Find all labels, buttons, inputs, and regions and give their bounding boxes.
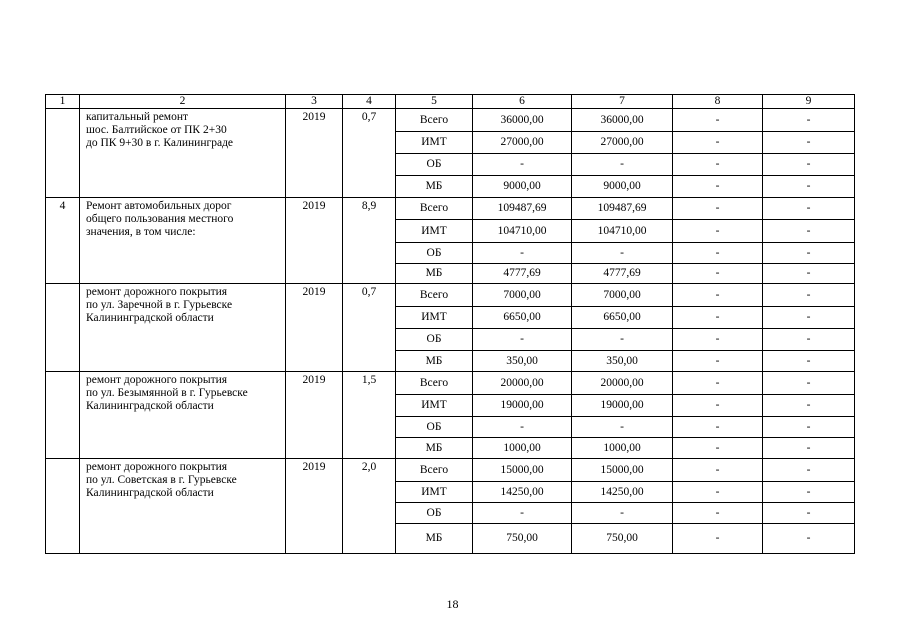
amount-col9: - [763,284,855,307]
item-name [80,284,286,372]
amount-col6: 750,00 [473,524,572,554]
amount-col9: - [763,198,855,220]
item-length: 0,7 [343,284,396,372]
item-number [46,284,80,372]
amount-col9: - [763,329,855,351]
amount-col7: 27000,00 [572,132,673,154]
amount-col9: - [763,220,855,243]
amount-col6: 350,00 [473,351,572,372]
amount-col8: - [673,243,763,264]
amount-col6: 15000,00 [473,459,572,482]
amount-col9: - [763,482,855,503]
funding-source: ИМТ [396,307,473,329]
amount-col8: - [673,284,763,307]
amount-col8: - [673,329,763,351]
amount-col8: - [673,176,763,198]
item-name-line: по ул. Заречной в г. Гурьевске [86,299,233,311]
funding-source: ИМТ [396,132,473,154]
item-name-line: ремонт дорожного покрытия [86,374,228,386]
funding-source: Всего [396,198,473,220]
amount-col7: 19000,00 [572,395,673,417]
item-name-line: Калининградской области [86,400,214,412]
amount-col6: 7000,00 [473,284,572,307]
amount-col6: 104710,00 [473,220,572,243]
amount-col7: 15000,00 [572,459,673,482]
amount-col8: - [673,132,763,154]
amount-col6: - [473,154,572,176]
page-number: 18 [446,597,459,611]
amount-col7: 7000,00 [572,284,673,307]
amount-col9: - [763,372,855,395]
item-name-line: капитальный ремонт [86,111,189,123]
amount-col8: - [673,459,763,482]
item-name-line: по ул. Безымянной в г. Гурьевске [86,387,248,399]
column-number-8: 8 [673,95,763,109]
table-row [46,372,855,395]
item-name-line: Ремонт автомобильных дорог [86,200,232,212]
amount-col8: - [673,438,763,459]
item-name-line: до ПК 9+30 в г. Калининграде [86,137,234,149]
amount-col9: - [763,417,855,438]
amount-col7: 36000,00 [572,109,673,132]
item-year: 2019 [286,109,343,198]
item-name-line: шос. Балтийское от ПК 2+30 [86,124,227,136]
item-name-line: Калининградской области [86,312,214,324]
amount-col8: - [673,503,763,524]
amount-col8: - [673,264,763,284]
item-length: 0,7 [343,109,396,198]
item-name [80,109,286,198]
table-body [46,95,855,554]
amount-col7: 350,00 [572,351,673,372]
funding-source: Всего [396,109,473,132]
amount-col9: - [763,243,855,264]
amount-col6: 27000,00 [473,132,572,154]
column-number-4: 4 [343,95,396,109]
item-name [80,372,286,459]
table-row [46,284,855,307]
amount-col9: - [763,503,855,524]
amount-col6: 9000,00 [473,176,572,198]
amount-col7: - [572,503,673,524]
funding-source: Всего [396,372,473,395]
item-number [46,459,80,554]
funding-source: ОБ [396,417,473,438]
funding-source: МБ [396,351,473,372]
funding-source: ОБ [396,154,473,176]
funding-source: ОБ [396,243,473,264]
amount-col6: - [473,503,572,524]
item-number [46,109,80,198]
amount-col6: 109487,69 [473,198,572,220]
amount-col9: - [763,109,855,132]
amount-col9: - [763,438,855,459]
amount-col6: 20000,00 [473,372,572,395]
item-name-line: ремонт дорожного покрытия [86,286,228,298]
funding-source: Всего [396,284,473,307]
amount-col7: - [572,154,673,176]
amount-col8: - [673,417,763,438]
item-year: 2019 [286,459,343,554]
amount-col9: - [763,132,855,154]
item-name-line: по ул. Советская в г. Гурьевске [86,474,237,486]
column-number-3: 3 [286,95,343,109]
item-name-line: общего пользования местного [86,213,234,225]
item-number: 4 [46,198,80,284]
item-year: 2019 [286,372,343,459]
amount-col9: - [763,154,855,176]
funding-source: ОБ [396,503,473,524]
item-name-line: Калининградской области [86,487,214,499]
item-length: 1,5 [343,372,396,459]
column-number-9: 9 [763,95,855,109]
amount-col7: - [572,417,673,438]
amount-col6: 36000,00 [473,109,572,132]
amount-col8: - [673,109,763,132]
column-number-5: 5 [396,95,473,109]
table-row [46,198,855,220]
amount-col9: - [763,524,855,554]
amount-col6: - [473,329,572,351]
header-row [46,95,855,109]
item-year: 2019 [286,198,343,284]
funding-source: МБ [396,264,473,284]
amount-col7: 4777,69 [572,264,673,284]
funding-source: МБ [396,176,473,198]
item-length: 8,9 [343,198,396,284]
amount-col7: 20000,00 [572,372,673,395]
amount-col8: - [673,372,763,395]
funding-source: МБ [396,524,473,554]
amount-col8: - [673,395,763,417]
funding-source: ИМТ [396,395,473,417]
amount-col6: - [473,243,572,264]
item-year: 2019 [286,284,343,372]
amount-col7: 750,00 [572,524,673,554]
amount-col8: - [673,220,763,243]
amount-col7: - [572,329,673,351]
amount-col7: 1000,00 [572,438,673,459]
amount-col8: - [673,351,763,372]
item-length: 2,0 [343,459,396,554]
amount-col8: - [673,198,763,220]
funding-source: МБ [396,438,473,459]
column-number-2: 2 [80,95,286,109]
amount-col8: - [673,482,763,503]
column-number-7: 7 [572,95,673,109]
column-number-6: 6 [473,95,572,109]
table-row [46,109,855,132]
amount-col6: - [473,417,572,438]
amount-col6: 1000,00 [473,438,572,459]
amount-col7: - [572,243,673,264]
amount-col7: 104710,00 [572,220,673,243]
funding-source: Всего [396,459,473,482]
item-number [46,372,80,459]
amount-col6: 19000,00 [473,395,572,417]
item-name [80,459,286,554]
amount-col9: - [763,351,855,372]
column-number-1: 1 [46,95,80,109]
budget-table [45,94,855,554]
amount-col6: 4777,69 [473,264,572,284]
amount-col9: - [763,395,855,417]
amount-col7: 109487,69 [572,198,673,220]
funding-source: ИМТ [396,482,473,503]
amount-col8: - [673,524,763,554]
funding-source: ИМТ [396,220,473,243]
amount-col9: - [763,459,855,482]
item-name [80,198,286,284]
item-name-line: ремонт дорожного покрытия [86,461,228,473]
amount-col9: - [763,264,855,284]
amount-col6: 6650,00 [473,307,572,329]
amount-col6: 14250,00 [473,482,572,503]
amount-col7: 6650,00 [572,307,673,329]
table-row [46,459,855,482]
amount-col9: - [763,176,855,198]
item-name-line: значения, в том числе: [86,226,196,238]
amount-col7: 14250,00 [572,482,673,503]
amount-col7: 9000,00 [572,176,673,198]
funding-source: ОБ [396,329,473,351]
amount-col9: - [763,307,855,329]
amount-col8: - [673,154,763,176]
amount-col8: - [673,307,763,329]
